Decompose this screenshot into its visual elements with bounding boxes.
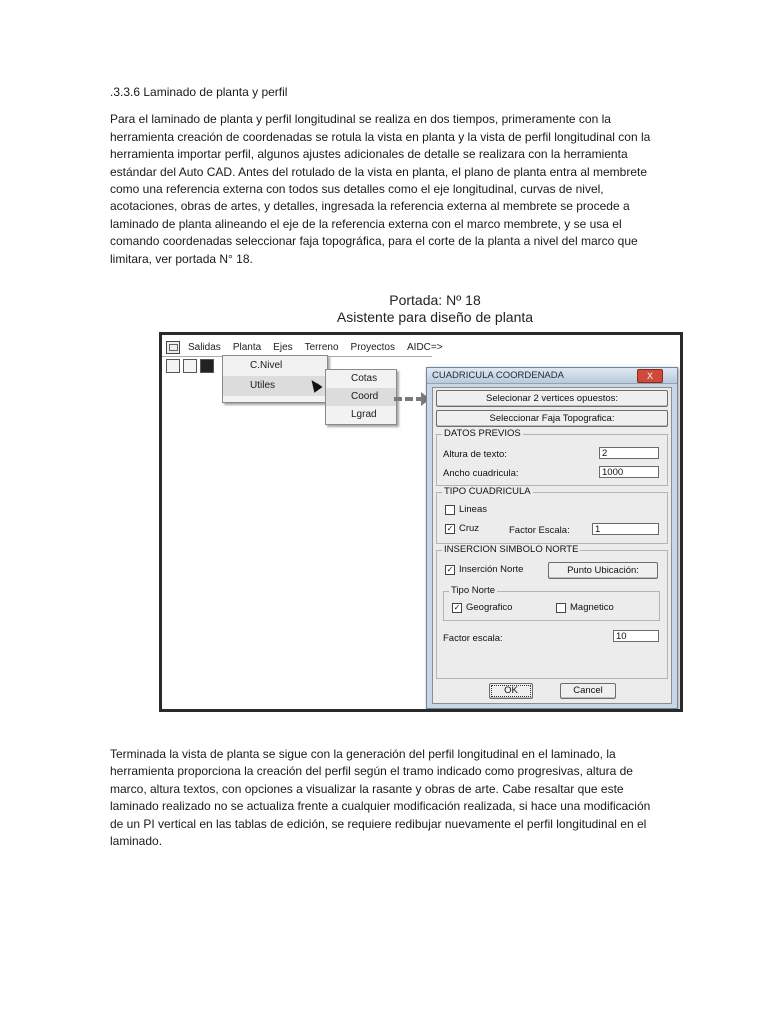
altura-texto-label: Altura de texto: (443, 449, 507, 460)
lineas-checkbox[interactable] (445, 505, 455, 515)
close-button[interactable]: X (637, 369, 663, 383)
paragraph-1: Para el laminado de planta y perfil longitudinal se realiza en dos tiempos, primeramente con la herramienta creación de coordenadas se rotula la vista en planta y la vista de perfil longitudinal con la herramienta importar perfil, algunos ajustes adicionales de detalle se realizara con la herramienta estándar del Auto CAD. Antes del rotulado de la vista en planta, el plano de planta entra al membrete como una referencia externa con todos sus detalles como el eje longitudinal, curvas de nivel, acotaciones, obras de artes, y detalles, ingresada la referencia externa al membrete se procede a laminado de planta alineando el eje de la referencia externa con el marco membrete, y se usa el comando coordenadas seleccionar faja topográfica, para el corte de la planta a nivel del marco que limitara, ver portada N° 18. (110, 112, 651, 266)
ancho-cuadricula-input[interactable]: 1000 (599, 466, 659, 478)
cruz-label: Cruz (459, 523, 480, 534)
figure-caption-number: Portada: Nº 18 (389, 292, 481, 308)
magnetico-label: Magnetico (570, 602, 614, 613)
factor-escala2-input[interactable]: 10 (613, 630, 659, 642)
menu-item-lgrad[interactable]: Lgrad (351, 409, 377, 420)
punto-ubicacion-button[interactable]: Punto Ubicación: (548, 562, 658, 579)
save-icon[interactable] (200, 359, 214, 373)
menu-aidc[interactable]: AIDC=> (407, 341, 443, 353)
open-folder-icon[interactable] (183, 359, 197, 373)
datos-previos-label: DATOS PREVIOS (444, 428, 521, 439)
tipo-norte-label: Tipo Norte (451, 585, 495, 596)
lineas-label: Lineas (459, 504, 487, 515)
paragraph-2: Terminada la vista de planta se sigue con la generación del perfil longitudinal en el laminado, la herramienta proporciona la creación del perfil según el tramo indicado como progresivas, altura de marco, altura textos, con opciones a visualizar la rasante y obras de arte. Cabe resaltar que este laminado realizado no se actualiza frente a cualquier modificación realizada, si hace una modificación de un PI vertical en las tablas de edición, se requiere redibujar nuevamente el perfil longitudinal en el laminado. (110, 747, 651, 849)
cruz-checkbox[interactable]: ✓ (446, 524, 454, 533)
cuadricula-dialog (426, 367, 678, 709)
menu-salidas[interactable]: Salidas (188, 341, 221, 353)
tipo-norte-group (443, 585, 660, 621)
dashed-arrow-line (394, 397, 424, 401)
select-faja-button[interactable]: Seleccionar Faja Topografica: (436, 410, 668, 427)
datos-previos-group (436, 428, 668, 486)
dialog-titlebar: CUADRICULA COORDENADA (427, 368, 677, 384)
menu-terreno[interactable]: Terreno (304, 341, 339, 353)
figure-caption-title: Asistente para diseño de planta (336, 309, 534, 325)
menu-item-utiles-label: Utiles (250, 380, 276, 391)
factor-escala-input[interactable]: 1 (592, 523, 659, 535)
geografico-label: Geografico (466, 602, 513, 613)
insercion-norte-group (436, 544, 668, 679)
utiles-submenu (325, 369, 397, 425)
tipo-cuadricula-label: TIPO CUADRICULA (444, 486, 531, 497)
ok-button[interactable]: OK (489, 683, 533, 699)
menu-item-cnivel[interactable]: C.Nivel (250, 360, 283, 371)
menu-ejes[interactable]: Ejes (273, 341, 293, 353)
menu-proyectos[interactable]: Proyectos (350, 341, 395, 353)
select-vertices-button[interactable]: Selecionar 2 vertices opuestos: (436, 390, 668, 407)
menu-planta[interactable]: Planta (232, 341, 262, 353)
factor-escala-label: Factor Escala: (509, 525, 570, 536)
cancel-button[interactable]: Cancel (560, 683, 616, 699)
section-heading: .3.3.6 Laminado de planta y perfil (110, 85, 288, 99)
insercion-simbolo-label: INSERCION SIMBOLO NORTE (444, 544, 579, 555)
insercion-norte-checkbox[interactable]: ✓ (446, 565, 454, 574)
ancho-cuadricula-label: Ancho cuadricula: (443, 468, 519, 479)
app-toolbar (166, 359, 214, 373)
tipo-cuadricula-group (436, 486, 668, 544)
new-file-icon[interactable] (166, 359, 180, 373)
altura-texto-input[interactable]: 2 (599, 447, 659, 459)
menu-item-cotas[interactable]: Cotas (351, 373, 378, 384)
document-body (110, 84, 660, 268)
app-icon (166, 341, 180, 354)
menu-item-coord[interactable]: Coord (326, 388, 396, 406)
dialog-body (432, 387, 672, 704)
magnetico-checkbox[interactable] (556, 603, 566, 613)
insercion-norte-label: Inserción Norte (459, 564, 524, 575)
app-menubar (164, 339, 449, 355)
figure-screenshot (159, 332, 683, 712)
geografico-checkbox[interactable]: ✓ (453, 603, 461, 612)
factor-escala2-label: Factor escala: (443, 633, 503, 644)
